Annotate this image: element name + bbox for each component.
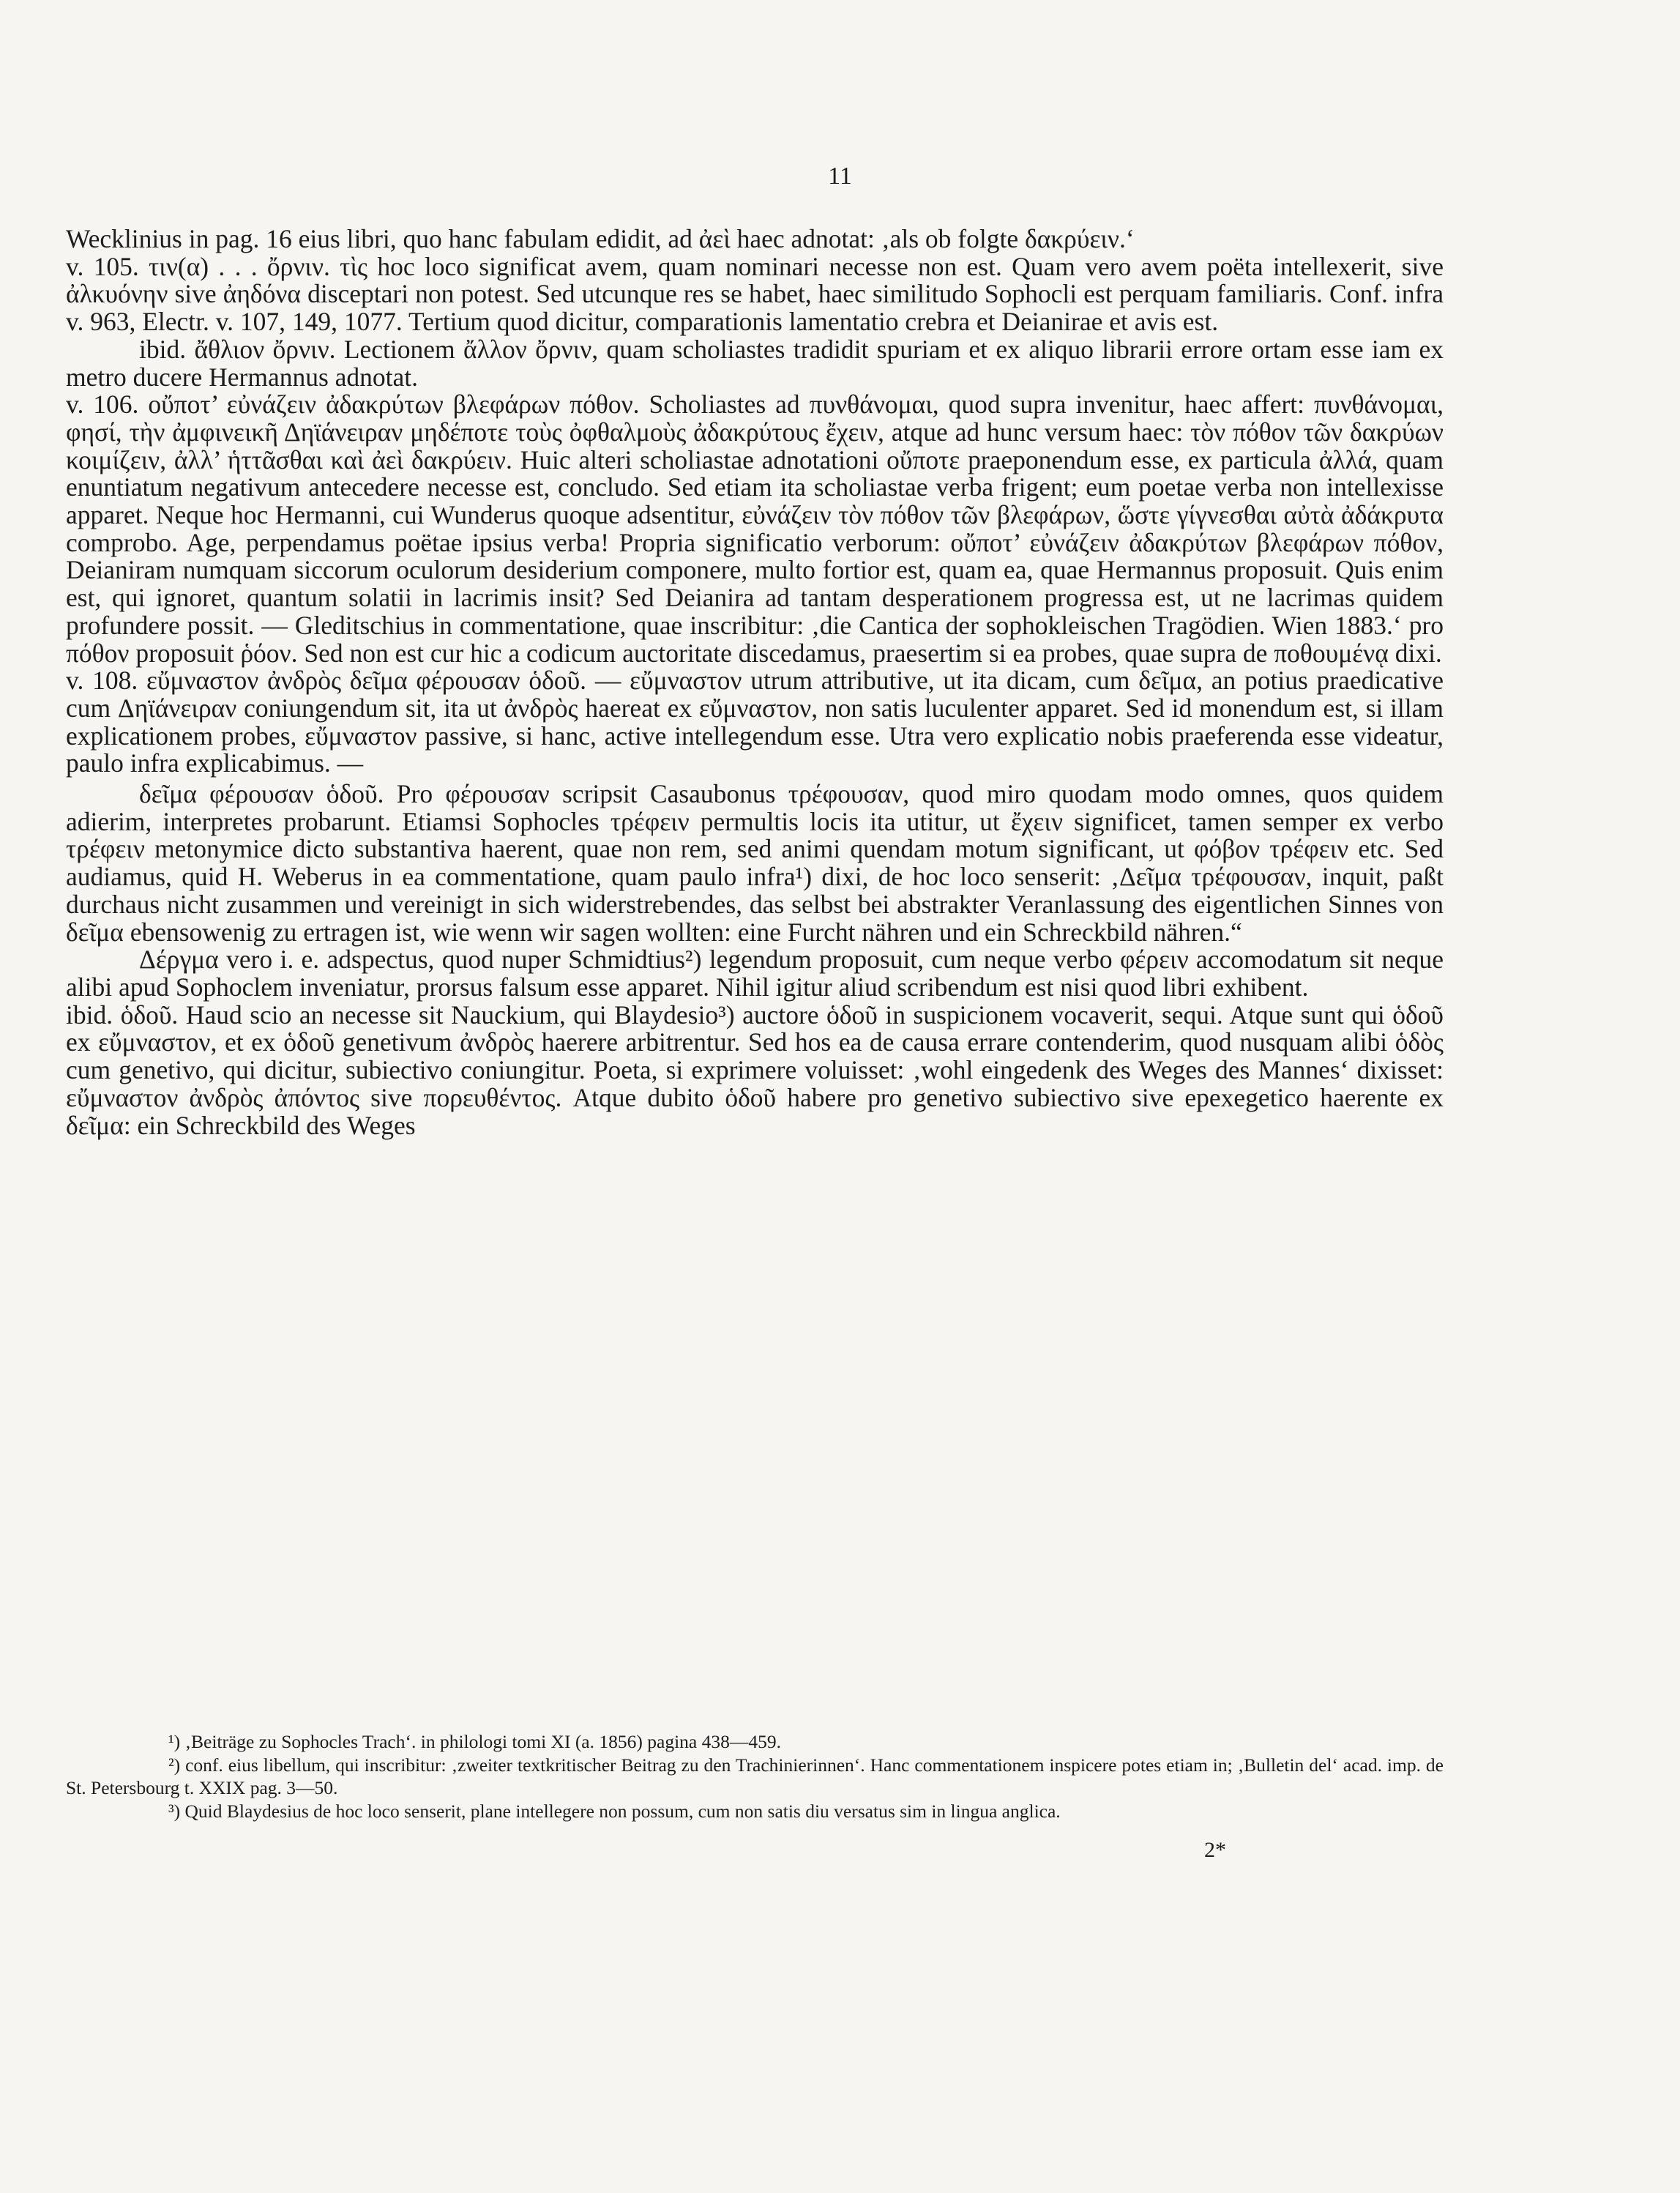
page-number: 11 (828, 163, 852, 190)
paragraph-ibid-hodou: ibid. ὁδοῦ. Haud scio an necesse sit Nauckium, qui Blaydesio³) auctore ὁδοῦ in suspicionem vocaverit, sequi. Atque sunt qui ὁδοῦ ex εὔμναστον, et ex ὁδοῦ genetivum ἀνδρὸς haerere arbitrentur. Sed hos ea de causa errare contenderim, quod nusquam alibi ὁδὸς cum genetivo, qui dicitur, subiectivo coniungitur. Poeta, si exprimere voluisset: ‚wohl eingedenk des Weges des Mannes‘ dixisset: εὔμναστον ἀνδρὸς ἀπόντος sive πορευθέντος. Atque dubito ὁδοῦ habere pro genetivo subiectivo sive epexegetico haerente ex δεῖμα: ein Schreckbild des Weges (66, 999, 1444, 1140)
paragraph-wecklinius: Wecklinius in pag. 16 eius libri, quo hanc fabulam edidit, ad ἀεὶ haec adnotat: ‚als ob folgte δακρύειν.‘ (66, 224, 1135, 253)
paragraph-v108: v. 108. εὔμναστον ἀνδρὸς δεῖμα φέρουσαν ὁδοῦ. — εὔμναστον utrum attributive, ut ita dicam, cum δεῖμα, an potius praedicative cum Δηϊάνειραν coniungendum sit, ita ut ἀνδρὸς haereat ex εὔμναστον, non satis luculenter apparet. Sed id monendum est, si illam explicationem probes, εὔμναστον passive, si hanc, active intellegendum esse. Utra vero explicatio nobis praeferenda esse videatur, paulo infra explicabimus. — (66, 666, 1444, 778)
paragraph-v106: v. 106. οὔποτ’ εὐνάζειν ἀδακρύτων βλεφάρων πόθον. Scholiastes ad πυνθάνομαι, quod supra invenitur, haec affert: πυνθάνομαι, φησί, τὴν ἀμφινεικῆ Δηϊάνειραν μηδέποτε τοὺς ὀφθαλμοὺς ἀδακρύτους ἔχειν, atque ad hunc versum haec: τὸν πόθον τῶν δακρύων κοιμίζειν, ἀλλ’ ἡττᾶσθαι καὶ ἀεὶ δακρύειν. Huic alteri scholiastae adnotationi οὔποτε praeponendum esse, ex particula ἀλλά, quam enuntiatum negativum antecedere necesse est, concludo. Sed etiam ita scholiastae verba frigent; eum poetae verba non intellexisse apparet. Neque hoc Hermanni, cui Wunderus quoque adsentitur, εὐνάζειν τὸν πόθον τῶν βλεφάρων, ὥστε γίγνεσθαι αὐτὰ ἀδάκρυτα comprobo. Age, perpendamus poëtae ipsius verba! Propria significatio verborum: οὔποτ’ εὐνάζειν ἀδακρύτων βλεφάρων πόθον, Deianiram numquam siccorum oculorum desiderium componere, multo fortior est, quam ea, quae Hermannus proposuit. Quis enim est, qui ignoret, quantum solatii in lacrimis insit? Sed Deianira ad tantam desperationem progressa est, ut ne lacrimas quidem profundere possit. — Gleditschius in commentatione, quae inscribitur: ‚die Cantica der sophokleischen Tragödien. Wien 1883.‘ pro πόθον proposuit ῥόον. Sed non est cur hic a codicum auctoritate discedamus, praesertim si ea probes, quae supra de ποθουμένᾳ dixi. (66, 390, 1444, 668)
footnotes (66, 1730, 1444, 1822)
paragraph-ibid-athlion: ibid. ἄθλιον ὄρνιν. Lectionem ἄλλον ὄρνιν, quam scholiastes tradidit spuriam et ex aliquo librarii errore ortam esse iam ex metro ducere Hermannus adnotat. (66, 334, 1444, 392)
signature-mark: 2* (1204, 1838, 1226, 1862)
footnote-2: ²) conf. eius libellum, qui inscribitur: ‚zweiter textkritischer Beitrag zu den Trachinierinnen‘. Hanc commentationem inspicere potes etiam in; ‚Bulletin del‘ acad. imp. de St. Petersbourg t. XXIX pag. 3—50. (66, 1754, 1444, 1798)
paragraph-deima-pherousan: δεῖμα φέρουσαν ὁδοῦ. Pro φέρουσαν scripsit Casaubonus τρέφουσαν, quod miro quodam modo omnes, quos quidem adierim, interpretes probarunt. Etiamsi Sophocles τρέφειν permultis locis ita utitur, ut ἔχειν significet, tamen semper ex verbo τρέφειν metonymice dicto substantiva haerent, quae non rem, sed animi quendam motum significant, ut φόβον τρέφειν etc. Sed audiamus, quid H. Weberus in ea commentatione, quam paulo infra¹) dixi, de hoc loco senserit: ‚Δεῖμα τρέφουσαν, inquit, paßt durchaus nicht zusammen und vereinigt in sich widerstrebendes, das selbst bei abstrakter Veranlassung des eigentlichen Sinnes von δεῖμα ebensowenig zu ertragen ist, wie wenn wir sagen wollten: eine Furcht nähren und ein Schreckbild nähren.“ (66, 779, 1444, 947)
paragraph-dergma: Δέργμα vero i. e. adspectus, quod nuper Schmidtius²) legendum proposuit, cum neque verbo φέρειν accomodatum sit neque alibi apud Sophoclem inveniatur, prorsus falsum esse apparet. Nihil igitur aliud scribendum est nisi quod libri exhibent. (66, 945, 1444, 1002)
body-text (66, 226, 1444, 1139)
footnote-1: ¹) ‚Beiträge zu Sophocles Trach‘. in philologi tomi XI (a. 1856) pagina 438—459. (168, 1731, 781, 1752)
paragraph-v105: v. 105. τιν(α) . . . ὄρνιν. τὶς hoc loco significat avem, quam nominari necesse non est. Quam vero avem poëta intellexerit, sive ἀλκυόνην sive ἀηδόνα disceptari non potest. Sed utcunque res se habet, haec similitudo Sophocli est perquam familiaris. Conf. infra v. 963, Electr. v. 107, 149, 1077. Tertium quod dicitur, comparationis lamentatio crebra et Deianirae et avis est. (66, 251, 1444, 337)
footnote-3: ³) Quid Blaydesius de hoc loco senserit, plane intellegere non possum, cum non satis diu versatus sim in lingua anglica. (168, 1800, 1061, 1822)
